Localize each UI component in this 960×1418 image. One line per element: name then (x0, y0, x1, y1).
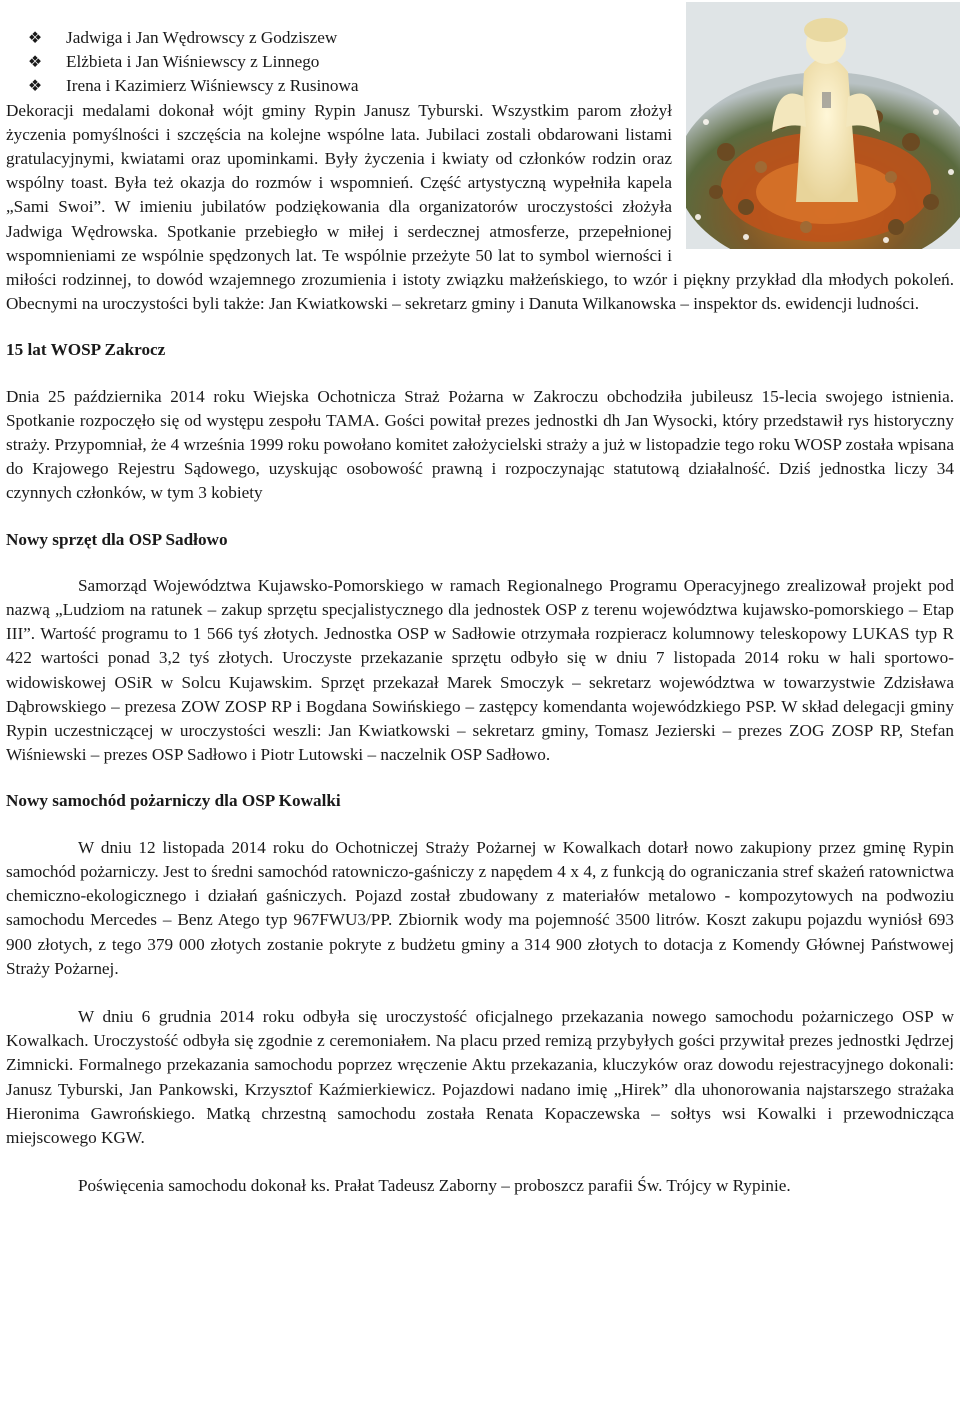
jubilee-paragraph: Dekoracji medalami dokonał wójt gminy Rypin Janusz Tyburski. Wszystkim parom złożył życzenia pomyślności i szczęścia na kolejne wspólne lata. Jubilaci zostali obdarowani listami gratulacyjnymi, kwiatami oraz upominkami. Były życzenia i kwiaty od członków rodzin oraz wspólny toast. Była też okazja do rozmów i wspomnień. Część artystyczną wypełniła kapela „Sami Swoi”. W imieniu jubilatów podziękowania dla organizatorów uroczystości złożyła Jadwiga Wędrowska. Spotkanie przebiegło w miłej i serdecznej atmosferze, przepełnionej wspomnieniami ze wspólnie spędzonych lat. Te wspólnie przeżyte 50 lat to symbol wierności i miłości rodzinnej, to dowód wzajemnego zrozumienia i istoty związku małżeńskiego, to wzór i piękny przykład dla młodych pokoleń. Obecnymi na uroczystości byli także: Jan Kwiatkowski – sekretarz gminy i Danuta Wilkanowska – inspektor ds. ewidencji ludności. (6, 100, 954, 314)
section-heading-osp-sadlowo: Nowy sprzęt dla OSP Sadłowo (6, 529, 228, 549)
wosp-zakrocz-paragraph: Dnia 25 października 2014 roku Wiejska Ochotnicza Straż Pożarna w Zakroczu obchodziła jubileusz 15-lecia swojego istnienia. Spotkanie rozpoczęło się od występu zespołu TAMA. Gości powitał prezes jednostki dh Jan Wysocki, który przedstawił rys historyczny straży. Przypomniał, że 4 września 1999 roku powołano komitet założycielski straży a już w listopadzie tego roku WOSP została wpisana do Krajowego Rejestru Sądowego, uzyskując osobowość prawną i rozpoczynając statutową działalność. Dziś jednostka liczy 34 czynnych członków, w tym 3 kobiety (6, 386, 954, 503)
section-heading-wosp-zakrocz: 15 lat WOSP Zakrocz (6, 340, 166, 360)
list-item (6, 26, 954, 50)
list-item-text: Elżbieta i Jan Wiśniewscy z Linnego (66, 52, 320, 72)
osp-sadlowo-paragraph: Samorząd Województwa Kujawsko-Pomorskiego w ramach Regionalnego Programu Operacyjnego zrealizował projekt pod nazwą „Ludziom na ratunek – zakup sprzętu specjalistycznego dla jednostek OSP z terenu województwa kujawsko-pomorskiego – Etap III”. Wartość programu to 1 566 tyś złotych. Jednostka OSP w Sadłowie otrzymała rozpieracz kolumnowy teleskopowy LUKAS typ R 422 wartości ponad 3,2 tyś złotych. Uroczyste przekazanie sprzętu odbyło się w dniu 7 listopada 2014 roku w hali sportowo-widowiskowej OSiR w Solcu Kujawskim. Sprzęt przekazał Marek Smoczyk – sekretarz województwa w towarzystwie Zdzisława Dąbrowskiego – prezesa ZOW ZOSP RP i Bogdana Sowińskiego – zastępcy komendanta wojewódzkiego PSP. W skład delegacji gminy Rypin uczestniczącej w uroczystości weszli: Jan Kwiatkowski – sekretarz gminy, Tomasz Jezierski – prezes ZOG ZOSP RP, Stefan Wiśniewski – prezes OSP Sadłowo i Piotr Lutowski – naczelnik OSP Sadłowo. (6, 575, 954, 765)
osp-kowalki-paragraph-1: W dniu 12 listopada 2014 roku do Ochotniczej Straży Pożarnej w Kowalkach dotarł nowo zakupiony przez gminę Rypin samochód pożarniczy. Jest to średni samochód ratowniczo-gaśniczy z napędem 4 x 4, z funkcją do ograniczania stref skażeń ratownictwa chemiczno-ekologicznego i działań gaśniczych. Pojazd został zbudowany z materiałów metalowo - kompozytowych na podwoziu samochodu Mercedes – Benz Atego typ 967FWU3/PP. Zbiornik wody ma pojemność 3500 litrów. Koszt zakupu pojazdu wyniósł 693 900 złotych, z tego 379 000 złotych zostanie pokryte z budżetu gminy a 314 900 złotych to dotacja z Komendy Głównej Państwowej Straży Pożarnej. (6, 837, 954, 978)
osp-kowalki-paragraph-3: Poświęcenia samochodu dokonał ks. Prałat Tadeusz Zaborny – proboszcz parafii Św. Trójcy w Rypinie. (78, 1176, 791, 1196)
list-item-text: Jadwiga i Jan Wędrowscy z Godziszew (66, 28, 338, 47)
diamond-star-icon: ❖ (27, 28, 43, 47)
list-item (6, 50, 954, 74)
osp-kowalki-paragraph-2: W dniu 6 grudnia 2014 roku odbyła się uroczystość oficjalnego przekazania nowego samochodu pożarniczego OSP w Kowalkach. Uroczystość odbyła się zgodnie z ceremoniałem. Na placu przed remizą przybyłych gości przywitał prezes jednostki Jędrzej Zimnicki. Formalnego przekazania samochodu poprzez wręczenie Aktu przekazania, kluczyków oraz dowodu rejestracyjnego dokonali: Janusz Tyburski, Jan Pankowski, Krzysztof Kaźmierkiewicz. Pojazdowi nadano imię „Hirek” dla uhonorowania najstarszego strażaka Hieronima Gawrońskiego. Matką chrzestną samochodu została Renata Kopaczewska – sołtys wsi Kowalki i przewodnicząca miejscowego KGW. (6, 1006, 954, 1147)
list-item (6, 74, 954, 98)
jubilee-couples-list (6, 26, 954, 99)
diamond-star-icon: ❖ (27, 76, 43, 96)
section-heading-osp-kowalki: Nowy samochód pożarniczy dla OSP Kowalki (6, 791, 341, 811)
list-item-text: Irena i Kazimierz Wiśniewscy z Rusinowa (66, 76, 359, 96)
diamond-star-icon: ❖ (27, 52, 43, 72)
